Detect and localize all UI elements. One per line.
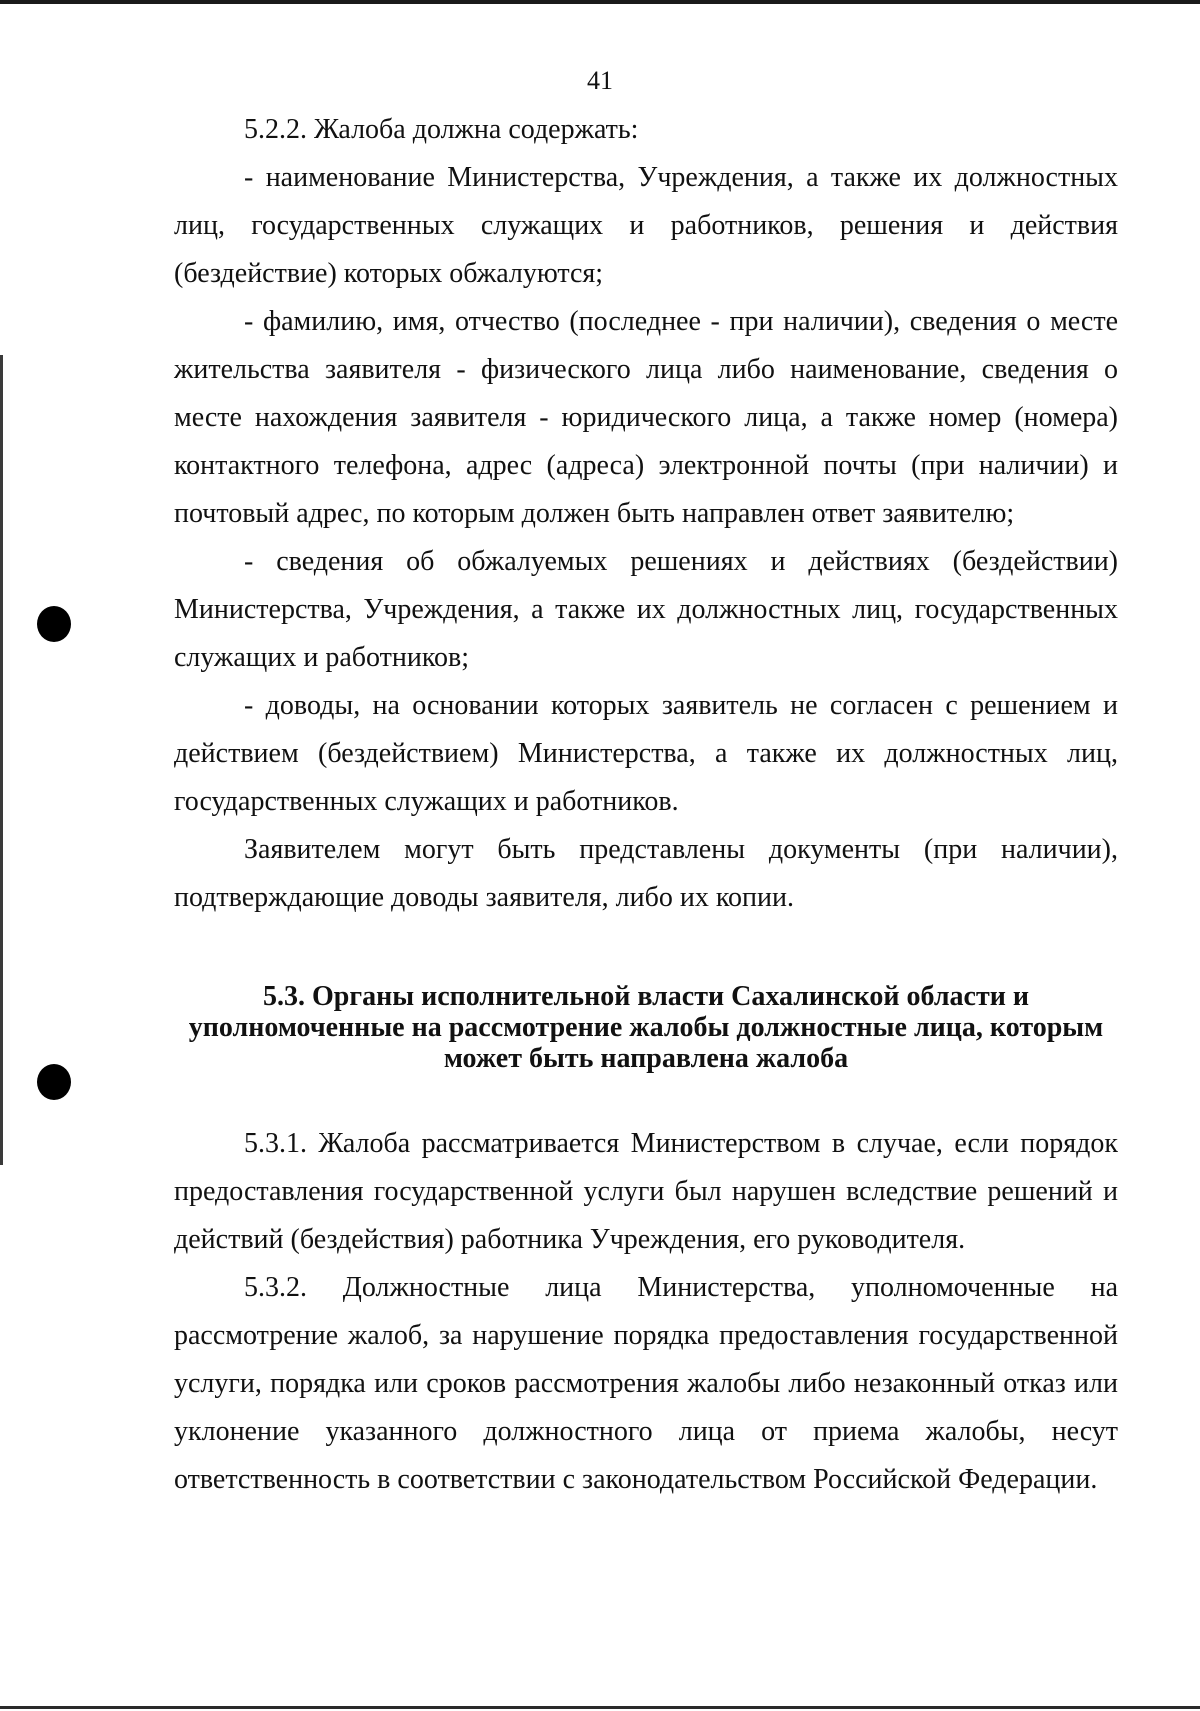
complaint-item-appealed-decisions: - сведения об обжалуемых решениях и действиях (бездействии) Министерства, Учреждения, а также их должностных лиц, государственных служащих и работников; [174, 546, 1118, 673]
complaint-item-arguments: - доводы, на основании которых заявитель не согласен с решением и действием (бездействием) Министерства, а также их должностных лиц, государственных служащих и работников. [174, 690, 1118, 817]
section-5-2-2 [174, 106, 1118, 922]
page-number: 41 [587, 66, 613, 95]
section-5-2-2-intro: 5.2.2. Жалоба должна содержать: [244, 114, 639, 145]
complaint-item-authority: - наименование Министерства, Учреждения, а также их должностных лиц, государственных служащих и работников, решения и действия (бездействие) которых обжалуются; [174, 162, 1118, 289]
documents-note: Заявителем могут быть представлены документы (при наличии), подтверждающие доводы заявителя, либо их копии. [174, 834, 1118, 913]
punch-hole-top [37, 606, 71, 642]
heading-line-3: может быть направлена жалоба [443, 1043, 849, 1074]
heading-line-1: 5.3. Органы исполнительной власти Сахалинской области и [263, 981, 1029, 1012]
section-5-3-heading [174, 981, 1118, 1074]
section-5-3-body [174, 1120, 1118, 1504]
scan-bottom-border [0, 1706, 1200, 1709]
heading-line-2: уполномоченные на рассмотрение жалобы должностные лица, которым [188, 1012, 1104, 1043]
scan-top-border [0, 0, 1200, 4]
complaint-item-applicant-details: - фамилию, имя, отчество (последнее - при наличии), сведения о месте жительства заявителя - физического лица либо наименование, сведения о месте нахождения заявителя - юридического лица, а также номер (номера) контактного телефона, адрес (адреса) электронной почты (при наличии) и почтовый адрес, по которым должен быть направлен ответ заявителю; [174, 306, 1118, 529]
section-5-3-2: 5.3.2. Должностные лица Министерства, уполномоченные на рассмотрение жалоб, за нарушение порядка предоставления государственной услуги, порядка или сроков рассмотрения жалобы либо незаконный отказ или уклонение указанного должностного лица от приема жалобы, несут ответственность в соответствии с законодательством Российской Федерации. [174, 1272, 1118, 1495]
punch-hole-bottom [37, 1064, 71, 1100]
scan-left-edge [0, 355, 3, 1165]
section-5-3-1: 5.3.1. Жалоба рассматривается Министерством в случае, если порядок предоставления государственной услуги был нарушен вследствие решений и действий (бездействия) работника Учреждения, его руководителя. [174, 1128, 1118, 1255]
